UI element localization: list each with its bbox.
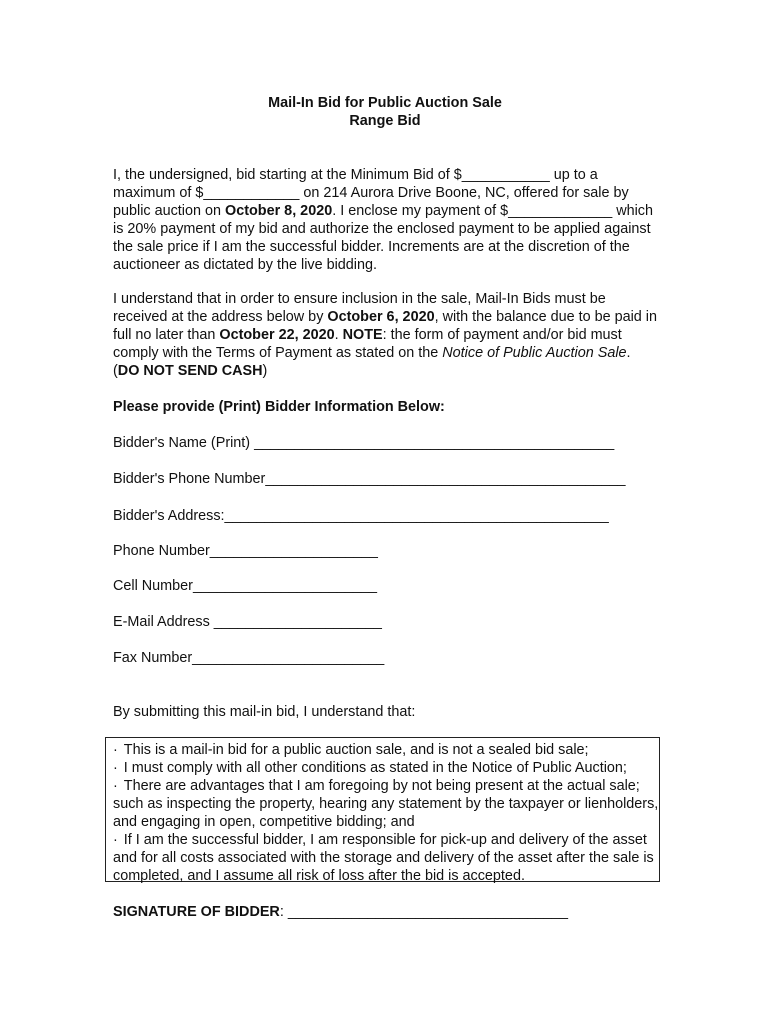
notice-reference: Notice of Public Auction Sale [442, 345, 627, 361]
terms-item [113, 831, 659, 885]
deadline-text-5: . ( [113, 345, 631, 379]
terms-item-text: I must comply with all other conditions as stated in the Notice of Public Auction; [123, 760, 627, 776]
receive-by-date: October 6, 2020 [327, 309, 435, 325]
terms-item [113, 777, 659, 831]
signature-label: SIGNATURE OF BIDDER [113, 904, 280, 920]
deadline-text-4: : the form of payment and/or bid must comply with the Terms of Payment as stated on the [113, 327, 622, 361]
cell-number-field[interactable]: Cell Number_______________________ [113, 578, 378, 594]
document-subtitle: Range Bid [349, 113, 421, 129]
bullet-icon: · [113, 760, 118, 776]
document-title: Mail-In Bid for Public Auction Sale [268, 95, 502, 111]
phone-number-field[interactable]: Phone Number_____________________ [113, 543, 378, 559]
fax-number-field[interactable]: Fax Number________________________ [113, 650, 385, 666]
deadline-paragraph [113, 290, 658, 380]
terms-item [113, 759, 659, 777]
signature-line[interactable] [113, 903, 568, 921]
bullet-icon: · [113, 778, 118, 794]
bid-terms-text-2: . I enclose my payment of $_____________ which is 20% payment of my bid and authorize the enclosed payment to be applied against the sale price if I am the successful bidder. Increments are at the discretion of the auctioneer as dictated by the live bidding. [113, 203, 654, 273]
bid-terms-paragraph [113, 166, 658, 274]
bidder-info-heading: Please provide (Print) Bidder Information Below: [113, 399, 445, 415]
bidder-address-field[interactable]: Bidder's Address:________________________________________________ [113, 508, 609, 524]
email-address-field[interactable]: E-Mail Address _____________________ [113, 614, 382, 630]
terms-item [113, 741, 659, 759]
auction-date: October 8, 2020 [225, 203, 333, 219]
signature-blank[interactable]: : ___________________________________ [279, 904, 568, 920]
deadline-text-6: ) [262, 363, 268, 379]
paid-by-date: October 22, 2020 [219, 327, 335, 343]
terms-item-text: There are advantages that I am foregoing by not being present at the actual sale; such as inspecting the property, hearing any statement by the taxpayer or lienholders, and engaging in open, competitive bidding; and [113, 778, 659, 830]
bullet-icon: · [113, 832, 118, 848]
terms-item-text: This is a mail-in bid for a public auction sale, and is not a sealed bid sale; [123, 742, 589, 758]
bidder-phone-field[interactable]: Bidder's Phone Number_____________________________________________ [113, 471, 626, 487]
bid-terms-text-1: I, the undersigned, bid starting at the Minimum Bid of $___________ up to a maximum of $____________ on 214 Aurora Drive Boone, NC, offered for sale by public auction on [113, 167, 629, 219]
bullet-icon: · [113, 742, 118, 758]
bidder-name-field[interactable]: Bidder's Name (Print) _____________________________________________ [113, 435, 615, 451]
terms-item-text: If I am the successful bidder, I am responsible for pick-up and delivery of the asset and for all costs associated with the storage and delivery of the asset after the sale is completed, and I assume all risk of loss after the bid is accepted. [113, 832, 654, 884]
deadline-text-3: . [334, 327, 343, 343]
deadline-text-1: I understand that in order to ensure inclusion in the sale, Mail-In Bids must be received at the address below by [113, 291, 606, 325]
terms-box [105, 737, 660, 882]
note-label: NOTE [342, 327, 383, 343]
acknowledgement-intro: By submitting this mail-in bid, I understand that: [113, 704, 416, 720]
no-cash-warning: DO NOT SEND CASH [117, 363, 263, 379]
deadline-text-2: , with the balance due to be paid in full no later than [113, 309, 657, 343]
